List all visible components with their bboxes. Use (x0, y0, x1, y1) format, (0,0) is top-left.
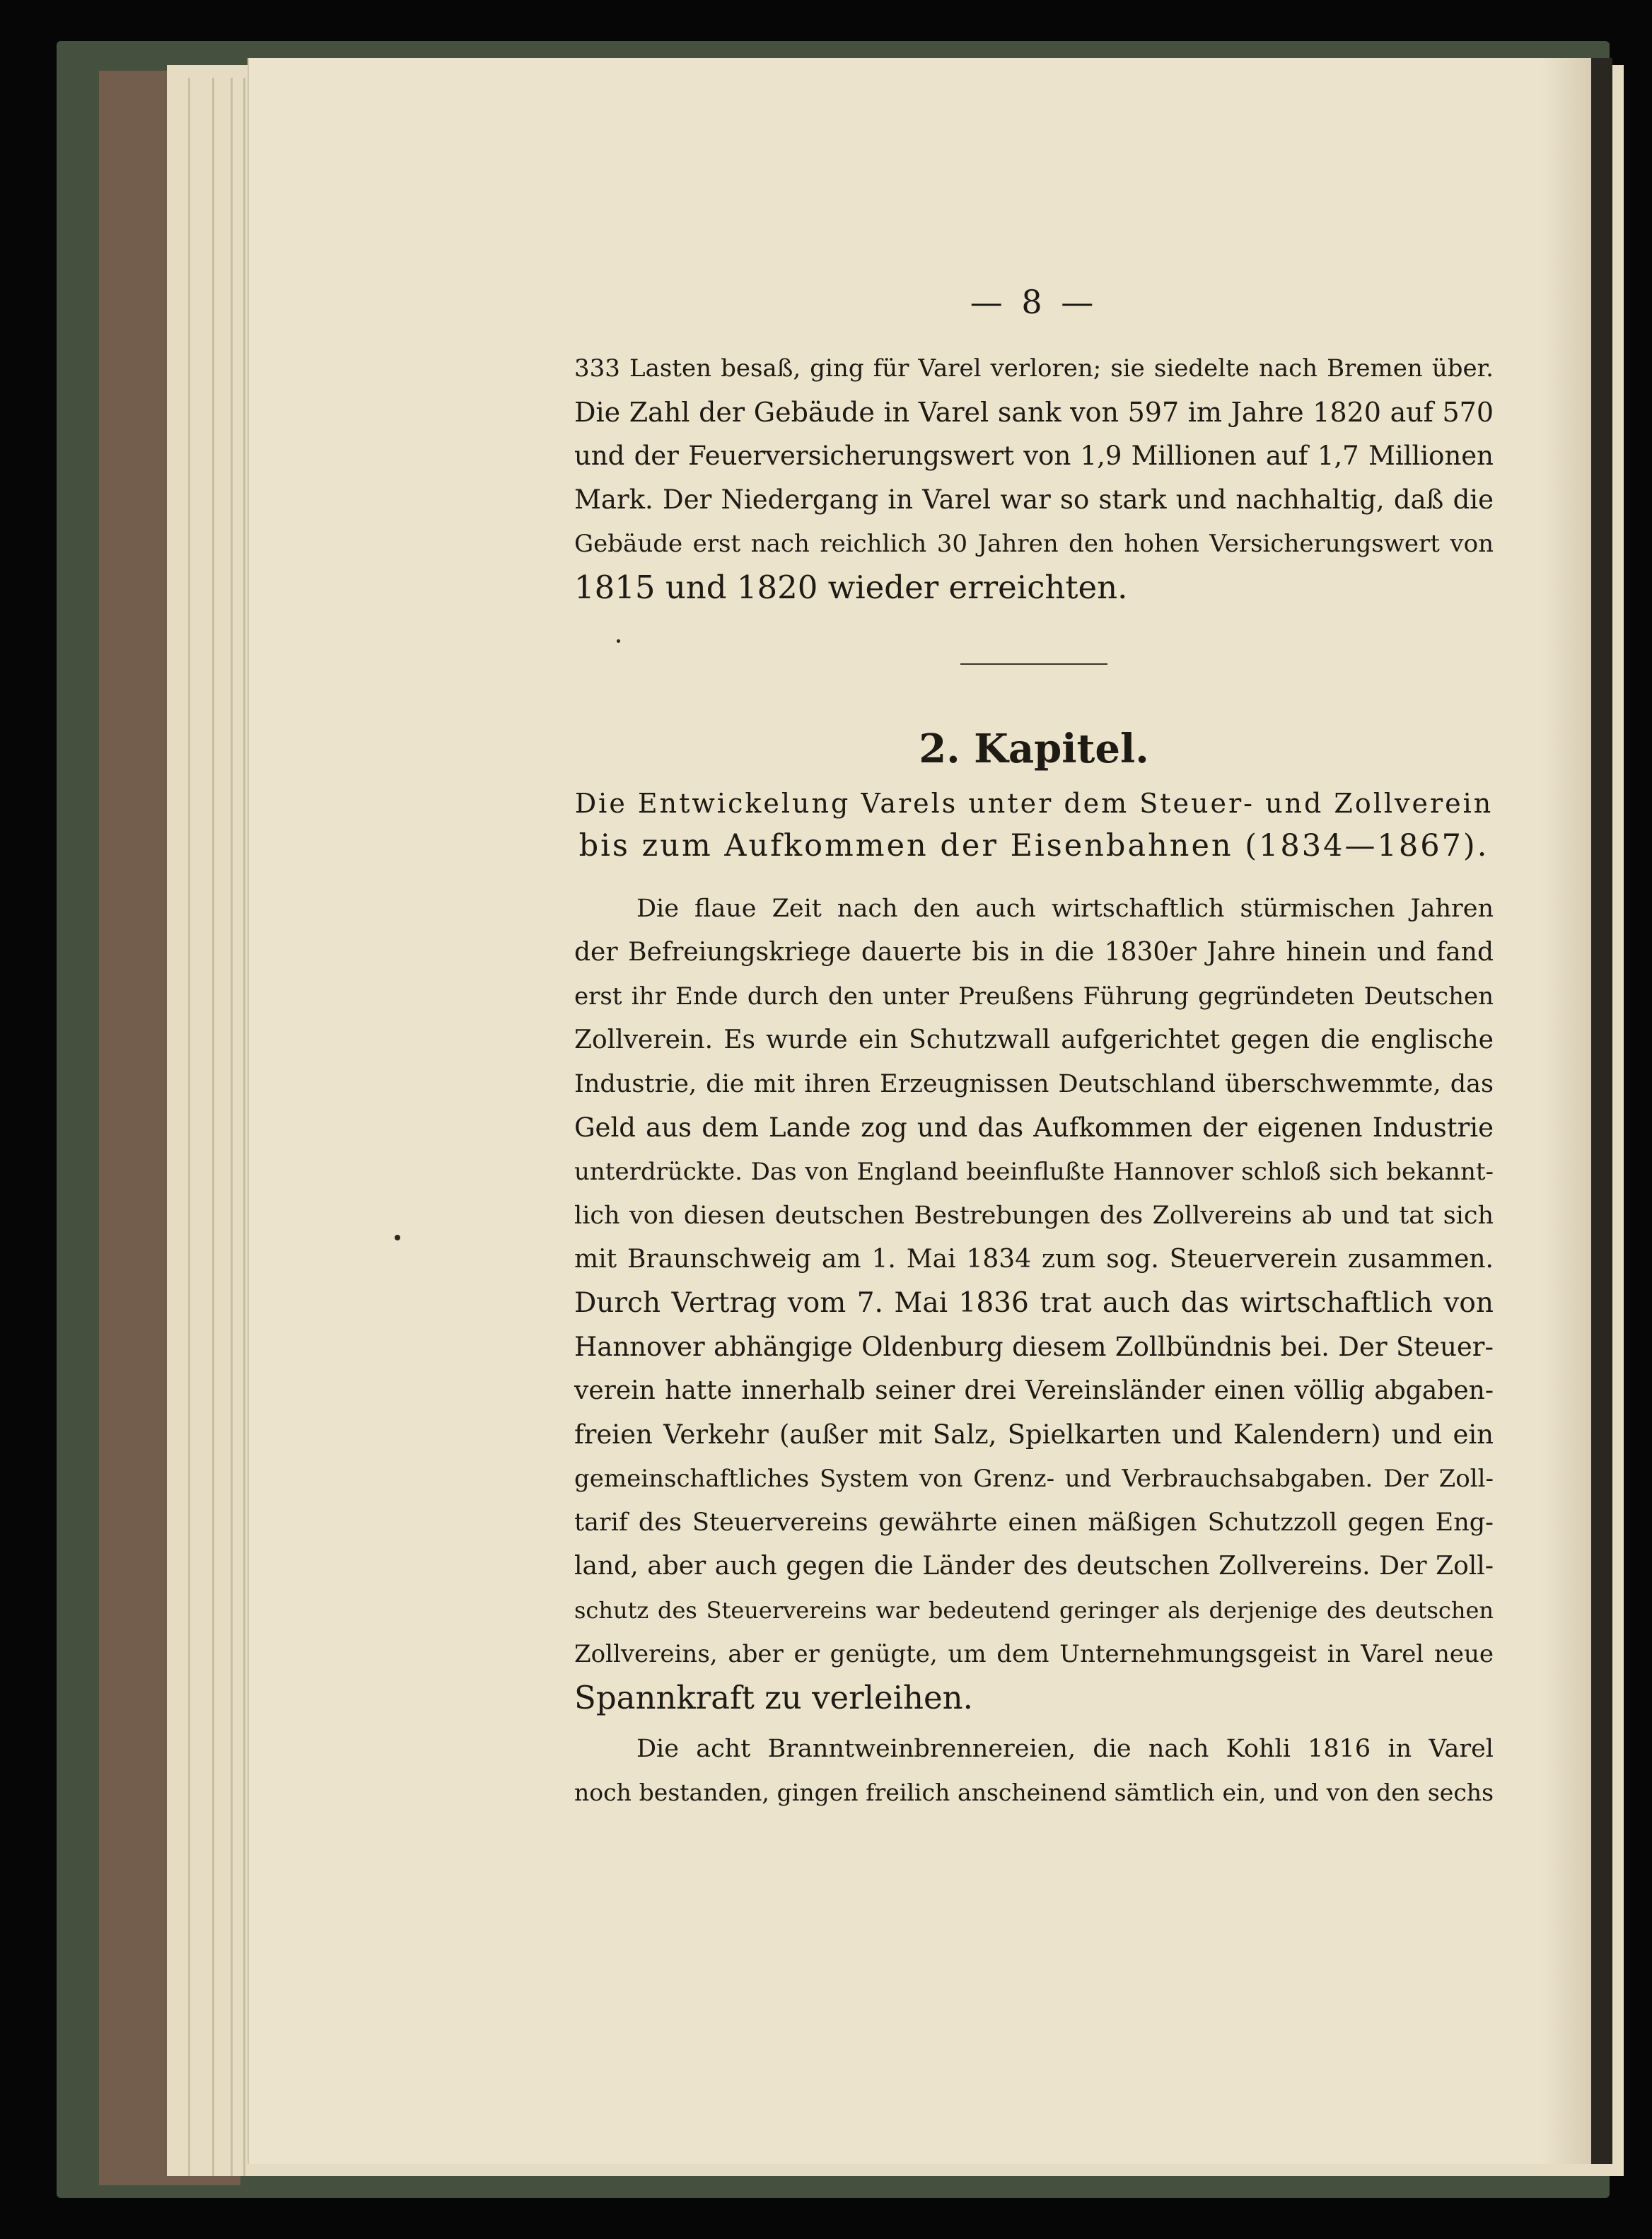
page-edge (243, 78, 245, 2176)
text-line: freien Verkehr (außer mit Salz, Spielkarten und Kalendern) und ein (574, 1419, 1494, 1450)
text-line: gemeinschaftliches System von Grenz- und Verbrauchsabgaben. Der Zoll- (574, 1465, 1494, 1493)
page-content (574, 283, 1494, 1815)
text-line: tarif des Steuervereins gewährte einen mäßigen Schutzzoll gegen Eng- (574, 1508, 1494, 1537)
page-number: — 8 — (970, 283, 1098, 321)
text-line: verein hatte innerhalb seiner drei Vereinsländer einen völlig abgaben- (574, 1376, 1494, 1405)
text-line: lich von diesen deutschen Bestrebungen des Zollvereins ab und tat sich (574, 1202, 1494, 1230)
body-paragraph-2 (574, 1727, 1494, 1815)
text-line: noch bestanden, gingen freilich anscheinend sämtlich ein, und von den sechs (574, 1779, 1494, 1806)
text-line: mit Braunschweig am 1. Mai 1834 zum sog. Steuerverein zusammen. (574, 1245, 1494, 1274)
page-edge (188, 78, 190, 2176)
text-line: Spannkraft zu verleihen. (574, 1679, 973, 1716)
text-line: schutz des Steuervereins war bedeutend geringer als derjenige des deutschen (574, 1597, 1494, 1624)
page-fold-shadow (1542, 58, 1591, 2164)
text-line: Gebäude erst nach reichlich 30 Jahren den hohen Versicherungswert von (574, 530, 1494, 558)
chapter-title: 2. Kapitel. (919, 726, 1149, 772)
text-line: der Befreiungskriege dauerte bis in die 1830er Jahre hinein und fand (574, 938, 1494, 967)
text-line: und der Feuerversicherungswert von 1,9 Millionen auf 1,7 Millionen (574, 441, 1494, 471)
text-line: Mark. Der Niedergang in Varel war so stark und nachhaltig, daß die (574, 484, 1494, 515)
subtitle-line: bis zum Aufkommen der Eisenbahnen (1834—1867). (578, 828, 1489, 863)
page-edge (212, 78, 214, 2176)
text-line: Hannover abhängige Oldenburg diesem Zollbündnis bei. Der Steuer- (574, 1332, 1494, 1362)
text-line: Zollvereins, aber er genügte, um dem Unternehmungsgeist in Varel neue (574, 1640, 1494, 1668)
page-gutter-shadow (1591, 58, 1612, 2164)
text-line: 333 Lasten besaß, ging für Varel verloren; sie siedelte nach Bremen über. (574, 354, 1494, 383)
ink-spot (395, 1235, 400, 1240)
text-line: Die acht Branntweinbrennereien, die nach Kohli 1816 in Varel (636, 1735, 1494, 1763)
chapter-subtitle (574, 782, 1494, 867)
text-line: land, aber auch gegen die Länder des deutschen Zollvereins. Der Zoll- (574, 1552, 1494, 1581)
text-line: Die Zahl der Gebäude in Varel sank von 597 im Jahre 1820 auf 570 (574, 397, 1494, 428)
body-paragraph-1 (574, 887, 1494, 1720)
page-edge (231, 78, 233, 2176)
text-line: 1815 und 1820 wieder erreichten. (574, 569, 1128, 606)
text-line: erst ihr Ende durch den unter Preußens Führung gegründeten Deutschen (574, 982, 1494, 1011)
text-line: Durch Vertrag vom 7. Mai 1836 trat auch das wirtschaftlich von (574, 1287, 1494, 1319)
text-line: Zollverein. Es wurde ein Schutzwall aufgerichtet gegen die englische (574, 1025, 1494, 1054)
intro-paragraph (574, 347, 1494, 610)
text-line: Geld aus dem Lande zog und das Aufkommen der eigenen Industrie (574, 1112, 1494, 1143)
text-line: unterdrückte. Das von England beeinflußte Hannover schloß sich bekannt- (574, 1158, 1494, 1186)
text-line: Die flaue Zeit nach den auch wirtschaftlich stürmischen Jahren (636, 895, 1494, 923)
text-line: Industrie, die mit ihren Erzeugnissen Deutschland überschwemmte, das (574, 1070, 1494, 1098)
subtitle-line: Die Entwickelung Varels unter dem Steuer- und Zollverein (574, 788, 1494, 819)
section-divider (960, 663, 1107, 665)
